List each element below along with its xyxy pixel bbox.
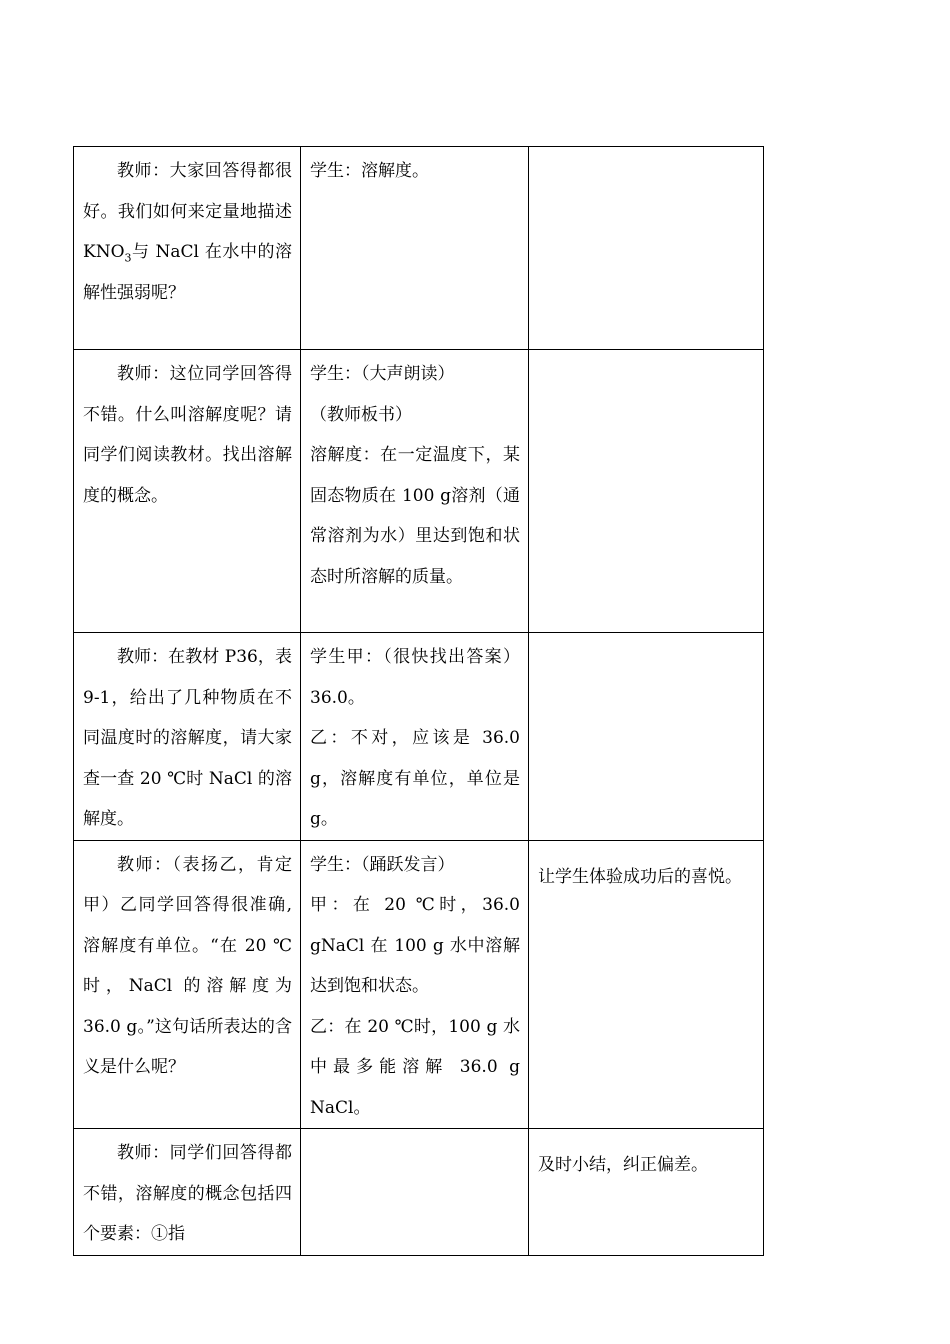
student-text: 乙：不对，应该是 36.0 g，溶解度有单位，单位是 g。 bbox=[310, 728, 520, 829]
table-row bbox=[74, 1129, 764, 1256]
lesson-table bbox=[73, 146, 764, 1256]
teacher-text: 教师：在教材 P36，表 9-1，给出了几种物质在不同温度时的溶解度，请大家查一查 20 ℃时 NaCl 的溶解度。 bbox=[83, 647, 292, 829]
teacher-text: 教师：（表扬乙，肯定甲）乙同学回答得很准确,溶解度有单位。“在 20 ℃时，NaCl 的溶解度为 36.0 g。”这句话所表达的含义是什么呢？ bbox=[83, 854, 292, 1077]
note-cell bbox=[529, 1129, 764, 1256]
teacher-text: 教师：这位同学回答得不错。什么叫溶解度呢？请同学们阅读教材。找出溶解度的概念。 bbox=[83, 364, 292, 506]
student-text: 学生甲：（很快找出答案）36.0。 bbox=[310, 647, 520, 708]
student-cell bbox=[301, 1129, 529, 1256]
table-row bbox=[74, 147, 764, 350]
student-text: （教师板书） bbox=[310, 404, 412, 425]
note-text: 让学生体验成功后的喜悦。 bbox=[538, 866, 742, 887]
student-text: 甲：在 20 ℃时，36.0 gNaCl 在 100 g 水中溶解达到饱和状态。 bbox=[310, 895, 520, 996]
teacher-text: 教师：同学们回答得都不错，溶解度的概念包括四个要素：①指 bbox=[83, 1143, 292, 1244]
teacher-text-part: 与 NaCl 在水中的溶解性强弱呢？ bbox=[83, 242, 292, 303]
table-row bbox=[74, 840, 764, 1129]
student-text: 乙：在 20 ℃时，100 g 水中最多能溶解 36.0 g NaCl。 bbox=[310, 1016, 520, 1118]
teacher-text bbox=[83, 151, 292, 313]
note-cell bbox=[529, 147, 764, 350]
subscript: 3 bbox=[124, 251, 132, 265]
note-cell bbox=[529, 350, 764, 633]
teacher-cell bbox=[74, 1129, 301, 1256]
teacher-cell bbox=[74, 633, 301, 841]
teacher-cell bbox=[74, 840, 301, 1129]
note-text: 及时小结，纠正偏差。 bbox=[538, 1155, 708, 1175]
student-text: 学生：（大声朗读） bbox=[310, 364, 455, 384]
student-text: 溶解度：在一定温度下，某固态物质在 100 g溶剂（通常溶剂为水）里达到饱和状态时所溶解的质量。 bbox=[310, 445, 520, 587]
student-cell bbox=[301, 840, 529, 1129]
student-cell bbox=[301, 147, 529, 350]
student-cell bbox=[301, 350, 529, 633]
teacher-text-part: 教师：大家回答得都很好。我们如何来定量地描述 KNO bbox=[83, 161, 292, 262]
teacher-cell bbox=[74, 350, 301, 633]
teacher-cell bbox=[74, 147, 301, 350]
note-cell bbox=[529, 633, 764, 841]
table-row bbox=[74, 350, 764, 633]
table-row bbox=[74, 633, 764, 841]
student-cell bbox=[301, 633, 529, 841]
note-cell bbox=[529, 840, 764, 1129]
student-text: 学生：（踊跃发言） bbox=[310, 854, 455, 875]
student-text: 学生：溶解度。 bbox=[310, 161, 429, 181]
